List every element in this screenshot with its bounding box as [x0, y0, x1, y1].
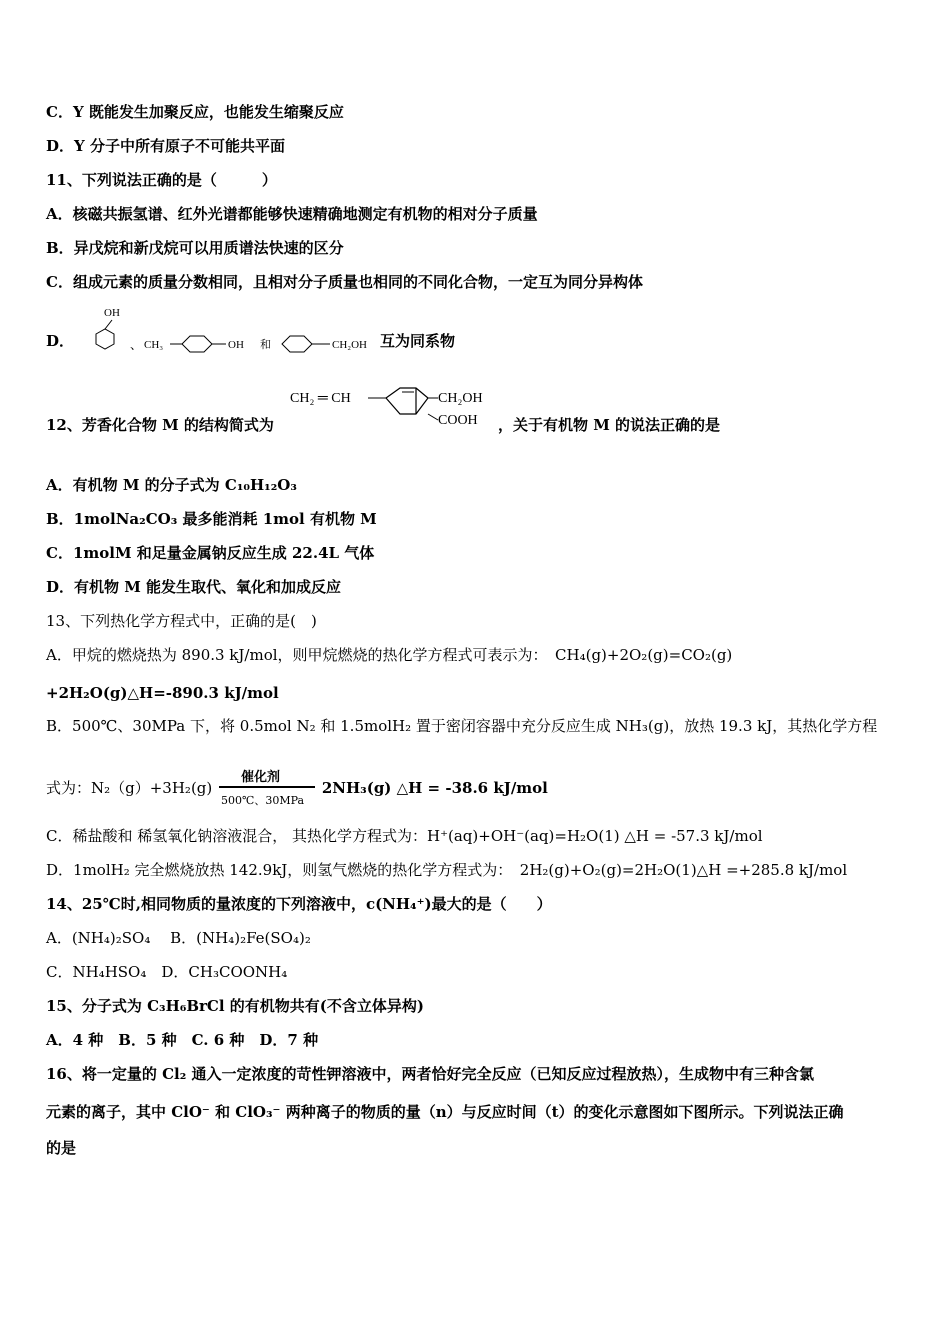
q13-b-left: 式为：N₂（g）+3H₂(g) [46, 779, 213, 797]
q12-option-b: B．1molNa₂CO₃ 最多能消耗 1mol 有机物 M [46, 510, 377, 528]
reaction-arrow [219, 772, 315, 806]
vinyl-label: CH₂ ═ CH [290, 391, 351, 406]
q14-options-cd: C．NH₄HSO₄ D．CH₃COONH₄ [46, 963, 288, 981]
oh2-label: OH [228, 339, 244, 351]
question-14: 14、25℃时,相同物质的量浓度的下列溶液中，c(NH₄⁺)最大的是（ ） [46, 895, 552, 913]
separator: 、 [130, 338, 143, 352]
question-12: 12、芳香化合物 M 的结构简式为 [46, 416, 274, 434]
q11-option-a: A．核磁共振氢谱、红外光谱都能够快速精确地测定有机物的相对分子质量 [46, 205, 538, 223]
catalyst-label: 催化剂 [241, 770, 281, 785]
question-15: 15、分子式为 C₃H₆BrCl 的有机物共有(不含立体异构) [46, 997, 424, 1015]
ch3-label: CH₃ [144, 339, 164, 351]
cooh-group: COOH [438, 413, 478, 428]
q12-option-d: D．有机物 M 能发生取代、氧化和加成反应 [46, 578, 342, 596]
q13-option-b-line1: B．500℃、30MPa 下，将 0.5mol N₂ 和 1.5molH₂ 置于密闭容器中充分反应生成 NH₃(g)，放热 19.3 kJ，其热化学方程 [46, 717, 878, 735]
q13-option-a-line2: +2H₂O(g)△H=-890.3 kJ/mol [46, 684, 279, 702]
q13-option-c: C．稀盐酸和 稀氢氧化钠溶液混合， 其热化学方程式为：H⁺(aq)+OH⁻(aq)=H₂O(1) △H = -57.3 kJ/mol [46, 827, 763, 845]
option-d-prev: D．Y 分子中所有原子不可能共平面 [46, 137, 285, 155]
q14-options-ab: A．(NH₄)₂SO₄ B．(NH₄)₂Fe(SO₄)₂ [46, 929, 311, 947]
and-label: 和 [260, 339, 271, 351]
q13-b-right: 2NH₃(g) △H = -38.6 kJ/mol [321, 779, 548, 797]
oh-label: OH [104, 307, 120, 319]
question-13: 13、下列热化学方程式中，正确的是( ) [46, 612, 317, 630]
question-16-line3: 的是 [46, 1139, 77, 1157]
ch2oh-group: CH₂OH [438, 391, 483, 406]
question-11: 11、下列说法正确的是（ ） [46, 171, 277, 189]
ch2oh-label: CH₂OH [332, 339, 368, 351]
q13-option-d: D．1molH₂ 完全燃烧放热 142.9kJ，则氢气燃烧的热化学方程式为： 2H₂(g)+O₂(g)=2H₂O(1)△H =+285.8 kJ/mol [46, 861, 848, 879]
question-12-suffix: ，关于有机物 M 的说法正确的是 [498, 416, 721, 434]
q11-option-d-label: D． [46, 332, 75, 350]
q12-option-c: C．1molM 和足量金属钠反应生成 22.4L 气体 [46, 544, 375, 562]
q13-option-a-line1: A．甲烷的燃烧热为 890.3 kJ/mol，则甲烷燃烧的热化学方程式可表示为： CH₄(g)+2O₂(g)=CO₂(g) [46, 646, 733, 664]
q11-option-d-suffix: 互为同系物 [380, 332, 456, 350]
question-16-line2: 元素的离子，其中 ClO⁻ 和 ClO₃⁻ 两种离子的物质的量（n）与反应时间（t）的变化示意图如下图所示。下列说法正确 [46, 1103, 844, 1121]
question-16-line1: 16、将一定量的 Cl₂ 通入一定浓度的苛性钾溶液中，两者恰好完全反应（已知反应过程放热），生成物中有三种含氯 [46, 1065, 815, 1083]
q15-options: A．4 种 B．5 种 C. 6 种 D．7 种 [46, 1031, 319, 1049]
q11-option-b: B．异戊烷和新戊烷可以用质谱法快速的区分 [46, 239, 344, 257]
q11-structures [78, 302, 378, 362]
q12-structure [288, 382, 498, 438]
q13-option-b-line2 [46, 772, 548, 806]
q11-option-c: C．组成元素的质量分数相同，且相对分子质量也相同的不同化合物，一定互为同分异构体 [46, 273, 643, 291]
q12-option-a: A．有机物 M 的分子式为 C₁₀H₁₂O₃ [46, 476, 297, 494]
option-c-prev: C．Y 既能发生加聚反应，也能发生缩聚反应 [46, 103, 344, 121]
condition-label: 500℃、30MPa [221, 794, 305, 807]
